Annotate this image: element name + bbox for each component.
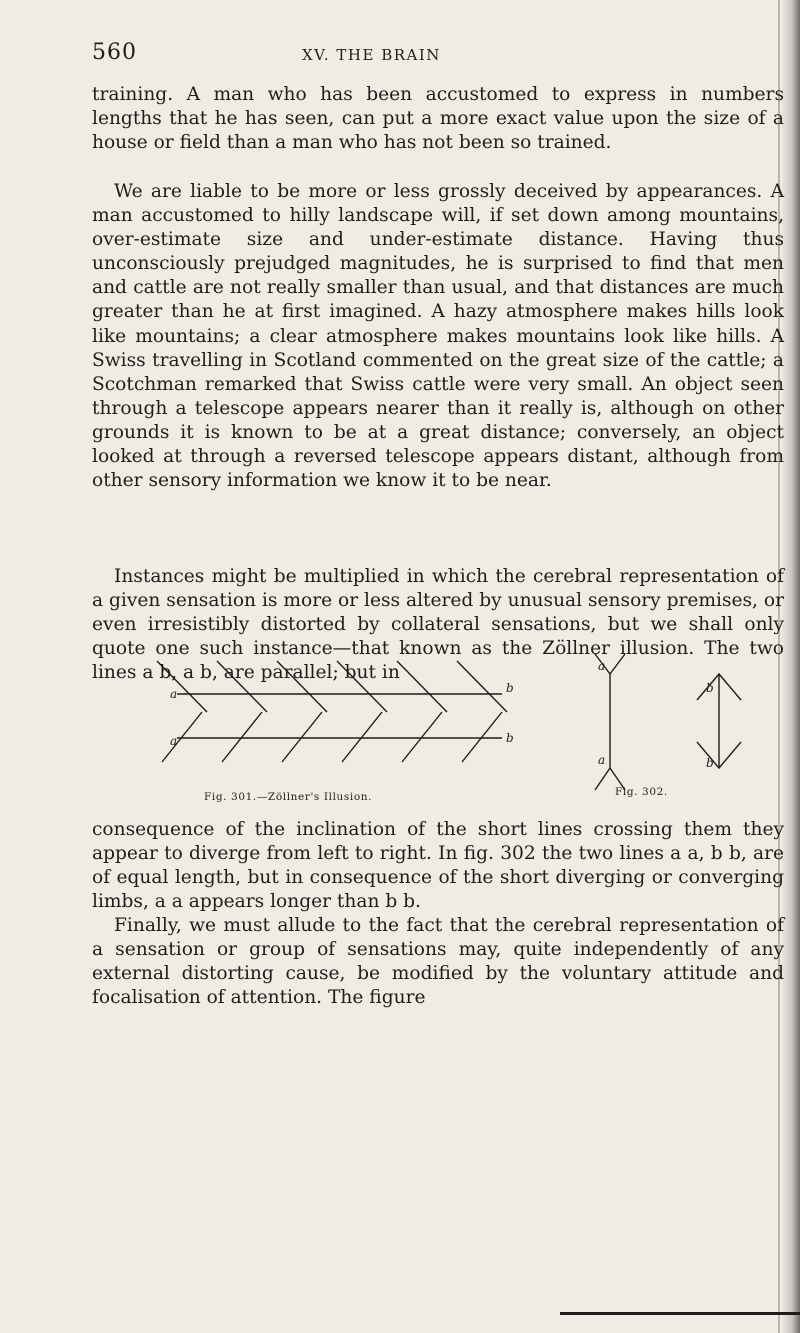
page-bottom-rule — [560, 1312, 800, 1315]
fig302-label-a-bottom: a — [598, 753, 606, 767]
figures-block — [92, 650, 784, 805]
fig302-label-a-top: a — [598, 659, 606, 673]
paragraph-1: training. A man who has been accustomed to express in numbers lengths that he has seen, can put a more exact value upon the size of a house or field than a man who has not been so trained. — [92, 84, 784, 154]
paragraph-2: We are liable to be more or less grossly deceived by appearances. A man accustomed to hilly landscape will, if set down among mountains, over-estimate size and under-estimate distance. Having thus unconsciously prejudged magnitudes, he is surprised to find that men and cattle are not really smaller than usual, and that distances are much greater than he at first imagined. A hazy atmosphere makes hills look like mountains; a clear atmosphere makes mountains look like hills. A Swiss travelling in Scotland commented on the great size of the cattle; a Scotchman remarked that Swiss cattle were very small. An object seen through a telescope appears nearer than it really is, although on other grounds it is known to be at a great distance; conversely, an object looked at through a reversed telescope appears distant, although from other sensory information we know it to be near. — [92, 181, 784, 492]
fig301-label-b-bottom: b — [506, 731, 514, 745]
page-edge-shadow — [782, 0, 800, 1333]
fig-301-caption: Fig. 301.—Zöllner's Illusion. — [204, 791, 373, 803]
fig301-label-b-top: b — [506, 681, 514, 695]
paragraph-5: Finally, we must allude to the fact that the cerebral representation of a sensation or group of sensations may, quite independently of any external distorting cause, be modified by the voluntary attitude and focalisation of attention. The figure — [92, 915, 784, 1009]
fig301-label-a-top: a — [170, 687, 178, 701]
paragraph-4: consequence of the inclination of the short lines crossing them they appear to diverge from left to right. In fig. 302 the two lines a a, b b, are of equal length, but in consequence of the short diverging or converging limbs, a a appears longer than b b. — [92, 819, 784, 913]
paragraph-3: Instances might be multiplied in which the cerebral representation of a given sensation is more or less altered by unusual sensory premises, or even irresistibly distorted by collateral sensations, but we shall only quote one such instance—that known as the Zöllner illusion. The two lines a b, a b, are parallel; but in — [92, 566, 784, 684]
fig302-label-b-bottom: b — [706, 756, 714, 770]
page-number: 560 — [92, 40, 137, 65]
page-header — [92, 40, 782, 70]
running-head: XV. THE BRAIN — [302, 46, 441, 64]
fig302-label-b-top: b — [706, 681, 714, 695]
figure-301-zollner-illusion — [92, 650, 784, 805]
fig-302-caption: Fig. 302. — [615, 786, 668, 798]
figure-302 — [595, 654, 741, 790]
fig301-label-a-bottom: a — [170, 734, 178, 748]
